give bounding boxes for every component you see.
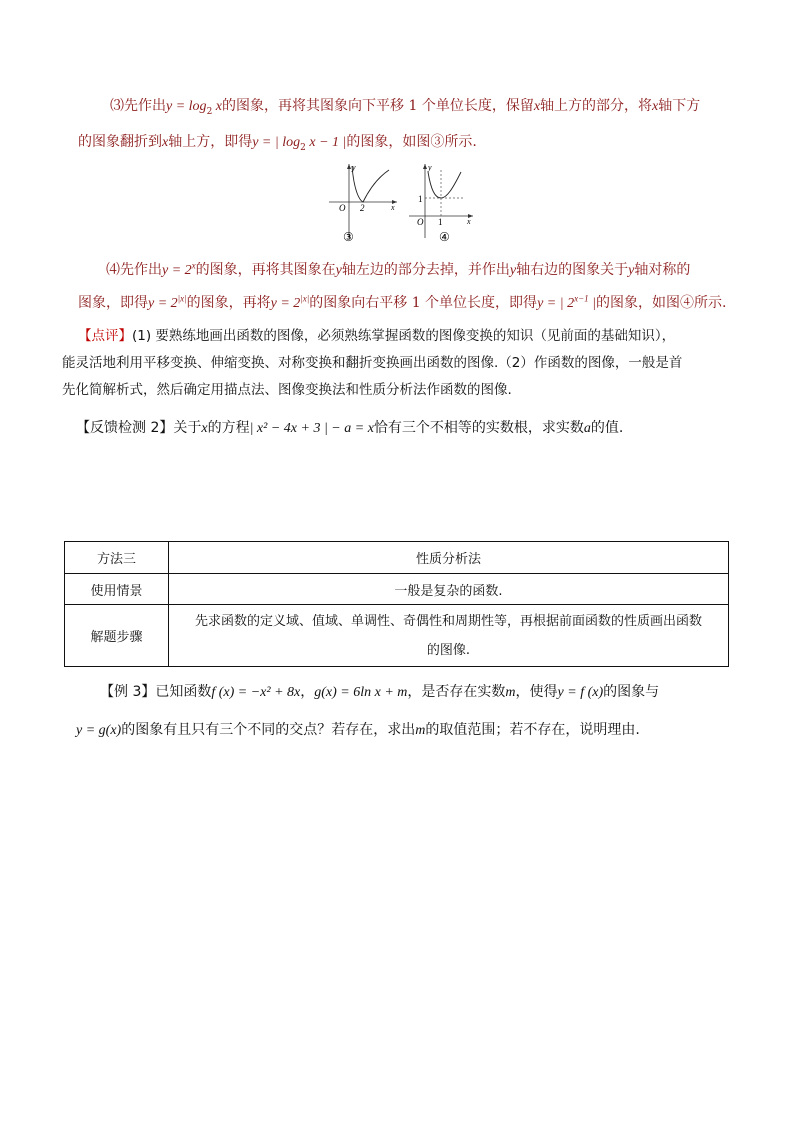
fig4-origin-label: O bbox=[417, 217, 424, 227]
para3-line2: 的图象翻折到x轴上方，即得y = | $\log_2 x - 1$ |的图象，如图③所示. bbox=[78, 134, 477, 153]
figure-4-graph bbox=[409, 163, 473, 244]
example3-line1: 【例 3】已知函数f (x) = −x² + 8x，g(x) = 6ln x + m，是否存在实数m，使得y = f (x)的图象与 bbox=[100, 684, 660, 700]
fig3-y-label: y bbox=[352, 163, 356, 172]
fig3-origin-label: O bbox=[339, 203, 346, 213]
usage-value: 一般是复杂的函数. bbox=[169, 574, 729, 605]
fig3-x-label: x bbox=[391, 203, 395, 212]
fig4-caption: ④ bbox=[439, 230, 450, 244]
usage-label: 使用情景 bbox=[65, 574, 169, 605]
fig3-tick-two: 2 bbox=[360, 203, 365, 213]
table-row bbox=[65, 574, 729, 605]
table-row bbox=[65, 542, 729, 574]
comment-line2: 能灵活地利用平移变换、伸缩变换、对称变换和翻折变换画出函数的图像.（2）作函数的图像，一般是首 bbox=[62, 355, 683, 371]
comment-line3: 先化简解析式，然后确定用描点法、图像变换法和性质分析法作函数的图像. bbox=[62, 382, 512, 398]
function-graph-figures bbox=[325, 160, 475, 245]
example3-line2: y = g(x)的图象有且只有三个不同的交点？若存在，求出m的取值范围；若不存在，说明理由. bbox=[76, 722, 640, 738]
steps-label: 解题步骤 bbox=[65, 605, 169, 667]
para4-line1: ⑷先作出$y = 2^x$的图象，再将其图象在y轴左边的部分去掉，并作出y轴右边的图象关于y轴对称的 bbox=[106, 260, 691, 278]
table-row bbox=[65, 605, 729, 667]
method-label: 方法三 bbox=[65, 542, 169, 574]
fig4-y-label: y bbox=[428, 163, 432, 172]
method-table bbox=[64, 541, 729, 667]
fig4-x-label: x bbox=[467, 217, 471, 226]
fig3-caption: ③ bbox=[343, 230, 354, 244]
method-value: 性质分析法 bbox=[169, 542, 729, 574]
steps-value: 先求函数的定义域、值域、单调性、奇偶性和周期性等，再根据前面函数的性质画出函数 的图像. bbox=[169, 605, 729, 667]
fig4-x-tick-one: 1 bbox=[438, 217, 443, 227]
para4-line2: 图象，即得$y = 2^{|x|}$的图象，再将$y = 2^{|x|}$的图象向右平移 1 个单位长度，即得y = | $2^{x-1}$ |的图象，如图④所示. bbox=[78, 293, 727, 311]
feedback-question: 【反馈检测 2】关于x的方程| x² − 4x + 3 | − a = x恰有三个不相等的实数根，求实数a的值. bbox=[76, 420, 624, 436]
para3-line1: ⑶先作出$y = \log_2 x$的图象，再将其图象向下平移 1 个单位长度，保留x轴上方的部分，将x轴下方 bbox=[110, 98, 701, 117]
figure-3-graph bbox=[329, 163, 397, 244]
comment-line1: 【点评】(1) 要熟练地画出函数的图像，必须熟练掌握函数的图像变换的知识（见前面的基础知识）， bbox=[78, 328, 676, 344]
fig4-y-tick-one: 1 bbox=[418, 194, 423, 204]
